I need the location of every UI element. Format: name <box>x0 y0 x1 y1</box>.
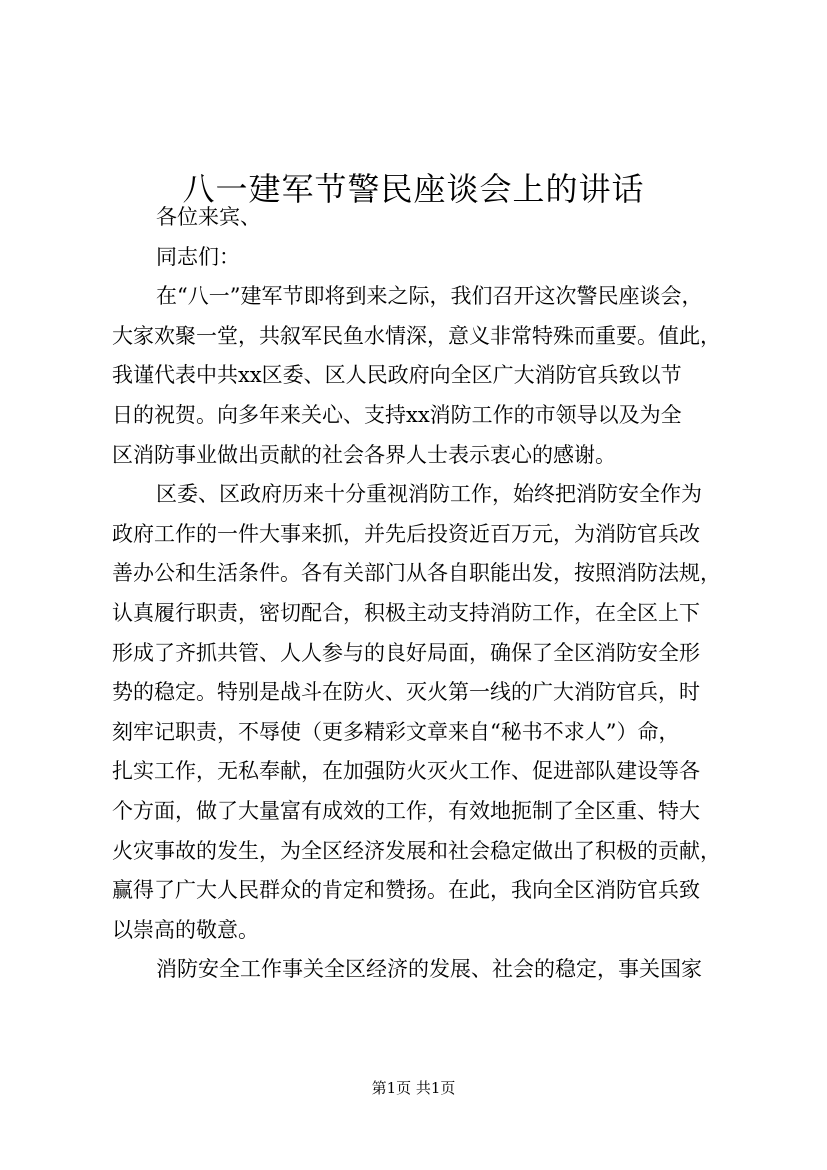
paragraph-line: 以崇高的敬意。 <box>112 917 259 942</box>
paragraph-line: 善办公和生活条件。各有关部门从各自职能出发，按照消防法规， <box>112 561 721 586</box>
document-body <box>112 198 727 990</box>
salutation-line: 各位来宾、 <box>156 205 261 229</box>
paragraph-line: 日的祝贺。向多年来关心、支持xx消防工作的市领导以及为全 <box>112 402 682 427</box>
paragraph-line: 消防安全工作事关全区经济的发展、社会的稳定，事关国家 <box>156 957 702 982</box>
salutation-line: 同志们： <box>156 244 240 269</box>
document-title: 八一建军节警民座谈会上的讲话 <box>182 170 645 209</box>
paragraph-line: 刻牢记职责，不辱使（更多精彩文章来自“秘书不求人”）命， <box>112 719 680 744</box>
page-footer: 第1页 共1页 <box>371 1079 456 1097</box>
paragraph-line: 大家欢聚一堂，共叙军民鱼水情深，意义非常特殊而重要。值此， <box>112 323 721 348</box>
paragraph-line: 火灾事故的发生，为全区经济发展和社会稳定做出了积极的贡献， <box>112 838 721 863</box>
paragraph-line: 赢得了广大人民群众的肯定和赞扬。在此，我向全区消防官兵致 <box>112 878 700 903</box>
paragraph-line: 区消防事业做出贡献的社会各界人士表示衷心的感谢。 <box>112 442 616 467</box>
paragraph-line: 政府工作的一件大事来抓，并先后投资近百万元，为消防官兵改 <box>112 521 700 546</box>
paragraph-line: 形成了齐抓共管、人人参与的良好局面，确保了全区消防安全形 <box>112 640 700 665</box>
paragraph-line: 认真履行职责，密切配合，积极主动支持消防工作，在全区上下 <box>112 600 700 625</box>
paragraph-line: 势的稳定。特别是战斗在防火、灭火第一线的广大消防官兵，时 <box>112 680 700 705</box>
paragraph-line: 区委、区政府历来十分重视消防工作，始终把消防安全作为 <box>156 482 702 507</box>
paragraph-line: 我谨代表中共xx区委、区人民政府向全区广大消防官兵致以节 <box>112 363 682 388</box>
paragraph-line: 个方面，做了大量富有成效的工作，有效地扼制了全区重、特大 <box>112 798 700 823</box>
paragraph-line: 扎实工作，无私奉献，在加强防火灭火工作、促进部队建设等各 <box>112 759 700 784</box>
paragraph-line: 在“八一”建军节即将到来之际，我们召开这次警民座谈会， <box>156 284 703 309</box>
